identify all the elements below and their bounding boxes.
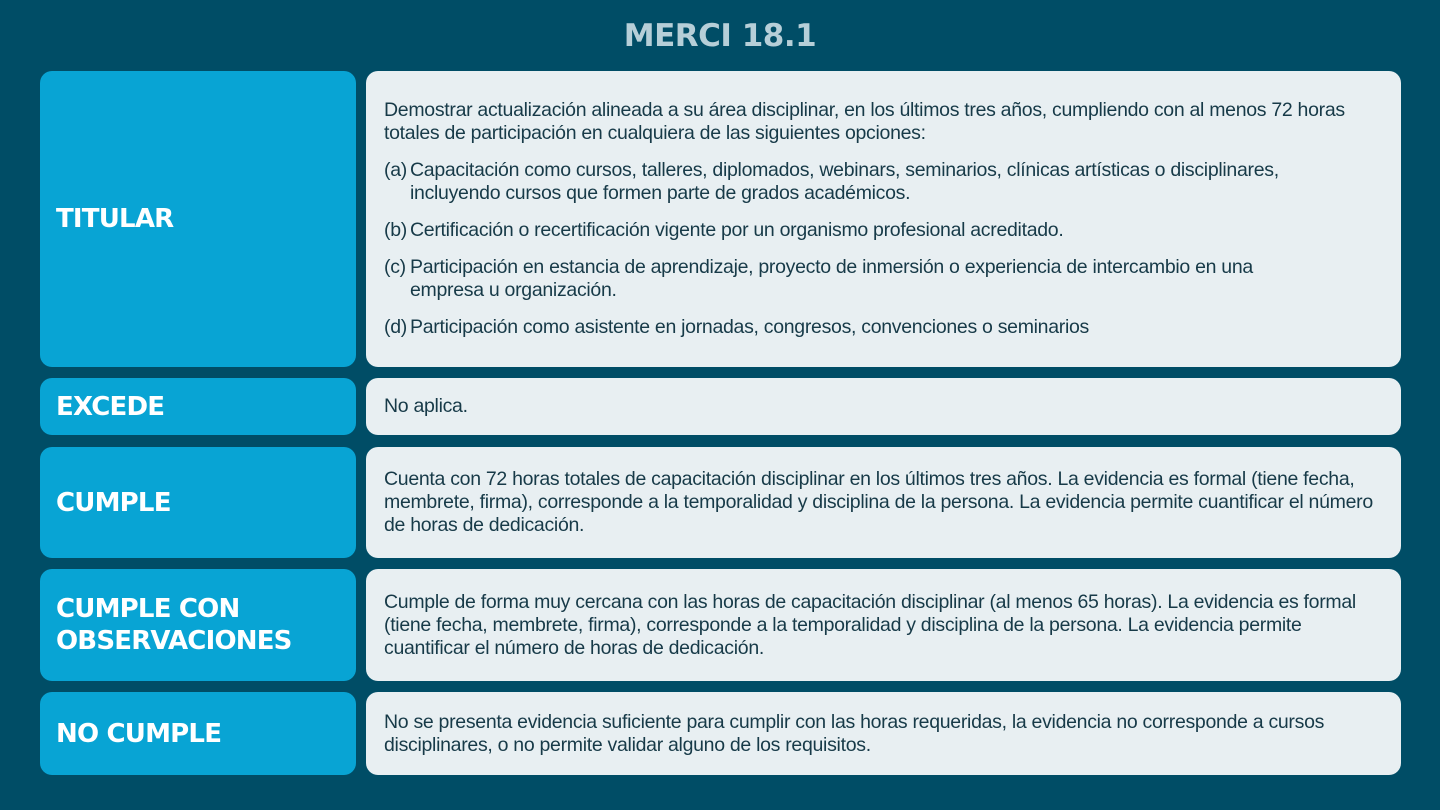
row-content-no-cumple xyxy=(366,692,1401,775)
option-text: Certificación o recertificación vigente por un organismo profesional acreditado. xyxy=(410,219,1064,241)
row-text: Cumple de forma muy cercana con las horas de capacitación disciplinar (al menos 65 horas). La evidencia es formal (tiene fecha, membrete, firma), corresponde a la temporalidad y disciplina de la persona. La evidencia permite cuantificar el número de horas de dedicación. xyxy=(384,590,1356,659)
option-text: Capacitación como cursos, talleres, diplomados, webinars, seminarios, clínicas artísticas o disciplinares, incluyendo cursos que formen parte de grados académicos. xyxy=(410,159,1279,204)
page-title: MERCI 18.1 xyxy=(623,18,817,54)
titular-intro: Demostrar actualización alineada a su área disciplinar, en los últimos tres años, cumpliendo con al menos 72 horas totales de participación en cualquiera de las siguientes opciones: xyxy=(384,99,1345,144)
option-d xyxy=(384,316,1379,339)
rubric-row-cumple xyxy=(40,447,1401,558)
option-c xyxy=(384,256,1379,302)
row-text: No se presenta evidencia suficiente para cumplir con las horas requeridas, la evidencia no corresponde a cursos disciplinares, o no permite validar alguno de los requisitos. xyxy=(384,710,1325,756)
option-marker: (a) xyxy=(384,159,407,181)
row-label-cumple: CUMPLE xyxy=(40,447,356,558)
row-content-cumple-con-observaciones xyxy=(366,569,1401,681)
options-list xyxy=(384,145,1379,339)
row-content-cumple xyxy=(366,447,1401,558)
option-marker: (b) xyxy=(384,219,407,241)
option-text: Participación en estancia de aprendizaje, proyecto de inmersión o experiencia de intercambio en una empresa u organización. xyxy=(410,256,1253,301)
rubric-row-excede xyxy=(40,378,1401,435)
rubric-row-titular xyxy=(40,71,1401,367)
row-text: No aplica. xyxy=(384,395,468,417)
row-label-excede: EXCEDE xyxy=(40,378,356,435)
option-text: Participación como asistente en jornadas, congresos, convenciones o seminarios xyxy=(410,316,1089,338)
option-a xyxy=(384,159,1379,205)
row-label-cumple-con-observaciones: CUMPLE CON OBSERVACIONES xyxy=(40,569,356,681)
option-marker: (c) xyxy=(384,256,406,278)
row-text: Cuenta con 72 horas totales de capacitación disciplinar en los últimos tres años. La evidencia es formal (tiene fecha, membrete, firma), corresponde a la temporalidad y disciplina de la persona. La evidencia permite cuantificar el número de horas de dedicación. xyxy=(384,468,1373,536)
option-b xyxy=(384,219,1379,242)
row-content-excede xyxy=(366,378,1401,435)
rubric-row-cumple-con-observaciones xyxy=(40,569,1401,681)
row-content-titular xyxy=(366,71,1401,367)
row-label-no-cumple: NO CUMPLE xyxy=(40,692,356,775)
option-marker: (d) xyxy=(384,316,407,338)
rubric-row-no-cumple xyxy=(40,692,1401,775)
row-label-titular: TITULAR xyxy=(40,71,356,367)
